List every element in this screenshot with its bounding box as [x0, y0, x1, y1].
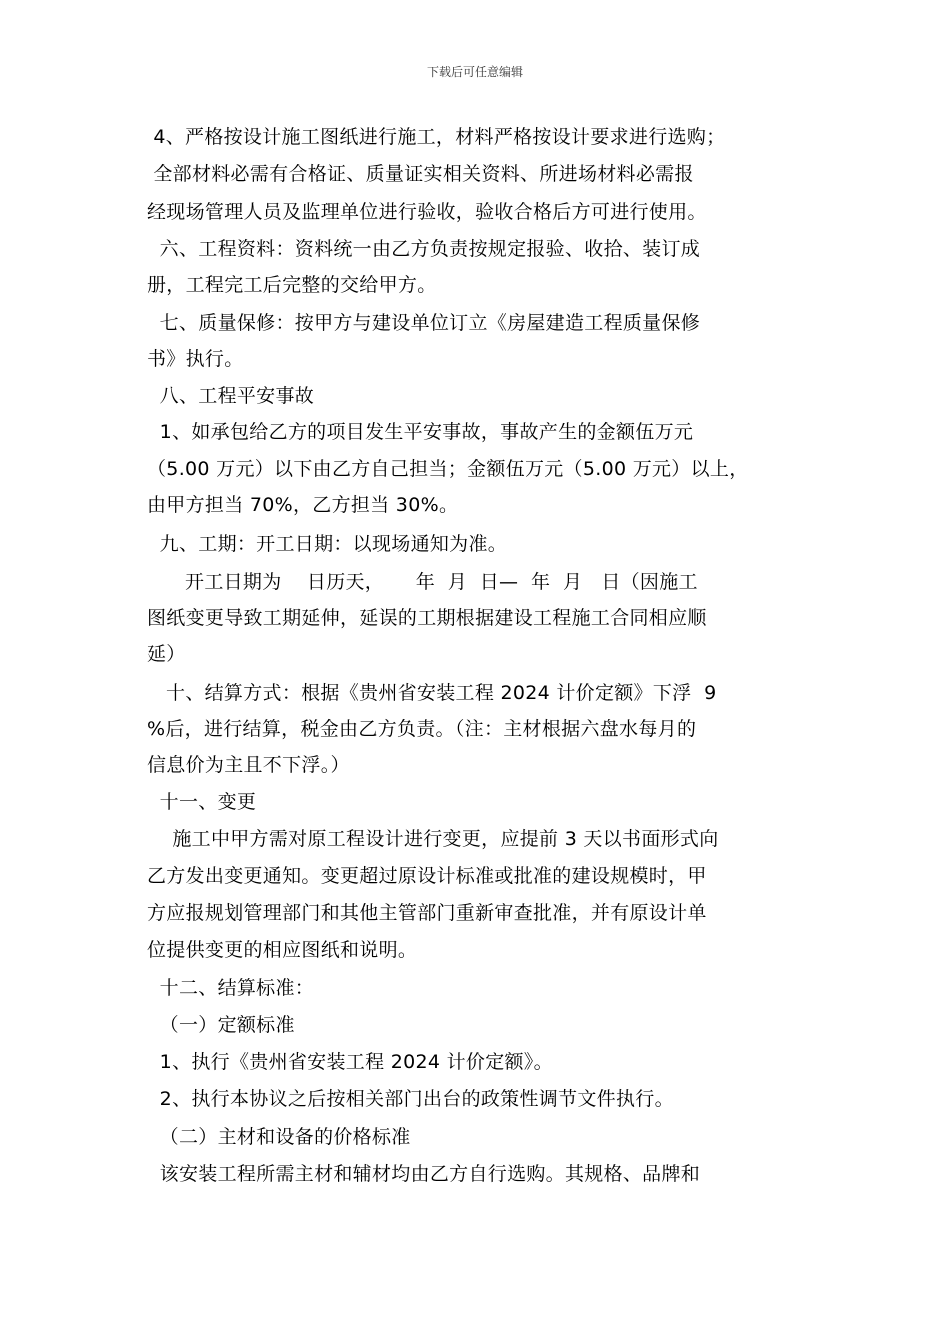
- text-line: 图纸变更导致工期延伸，延误的工期根据建设工程施工合同相应顺: [147, 607, 707, 629]
- text-line: 十二、结算标准：: [147, 977, 315, 999]
- text-line: 六、工程资料：资料统一由乙方负责按规定报验、收拾、装订成: [147, 238, 701, 260]
- text-line: 七、质量保修：按甲方与建设单位订立《房屋建造工程质量保修: [147, 312, 701, 334]
- text-line: 八、工程平安事故: [147, 385, 315, 407]
- text-line: 十一、变更: [147, 791, 257, 813]
- text-line: 方应报规划管理部门和其他主管部门重新审查批准，并有原设计单: [147, 902, 707, 924]
- text-line: 九、工期：开工日期：以现场通知为准。: [147, 533, 508, 555]
- text-line: 全部材料必需有合格证、质量证实相关资料、所进场材料必需报: [147, 163, 694, 185]
- text-line: 十、结算方式：根据《贵州省安装工程 2024 计价定额》下浮 9: [147, 682, 717, 704]
- text-line: 册，工程完工后完整的交给甲方。: [147, 274, 437, 296]
- text-line: （二）主材和设备的价格标准: [147, 1126, 411, 1148]
- text-line: 开工日期为 日历天， 年 月 日— 年 月 日（因施工: [147, 571, 698, 593]
- text-line: （5.00 万元）以下由乙方自己担当；金额伍万元（5.00 万元）以上，: [147, 458, 749, 480]
- text-line: 书》执行。: [147, 348, 244, 370]
- text-line: 由甲方担当 70%，乙方担当 30%。: [147, 494, 459, 516]
- text-line: 该安装工程所需主材和辅材均由乙方自行选购。其规格、品牌和: [147, 1163, 701, 1185]
- text-line: 位提供变更的相应图纸和说明。: [147, 939, 418, 961]
- text-line: 4、严格按设计施工图纸进行施工，材料严格按设计要求进行选购；: [147, 126, 726, 148]
- text-line: 1、如承包给乙方的项目发生平安事故，事故产生的金额伍万元: [147, 421, 694, 443]
- text-line: 乙方发出变更通知。变更超过原设计标准或批准的建设规模时，甲: [147, 865, 707, 887]
- text-line: 信息价为主且不下浮。）: [147, 754, 350, 776]
- text-line: 经现场管理人员及监理单位进行验收，验收合格后方可进行使用。: [147, 201, 707, 223]
- page-header: 下载后可任意编辑: [426, 65, 523, 79]
- text-line: 2、执行本协议之后按相关部门出台的政策性调节文件执行。: [147, 1088, 674, 1110]
- text-line: 施工中甲方需对原工程设计进行变更，应提前 3 天以书面形式向: [147, 828, 719, 850]
- text-line: %后，进行结算，税金由乙方负责。（注：主材根据六盘水每月的: [147, 718, 697, 740]
- text-line: （一）定额标准: [147, 1014, 295, 1036]
- text-line: 延）: [147, 643, 186, 665]
- text-line: 1、执行《贵州省安装工程 2024 计价定额》。: [147, 1051, 553, 1073]
